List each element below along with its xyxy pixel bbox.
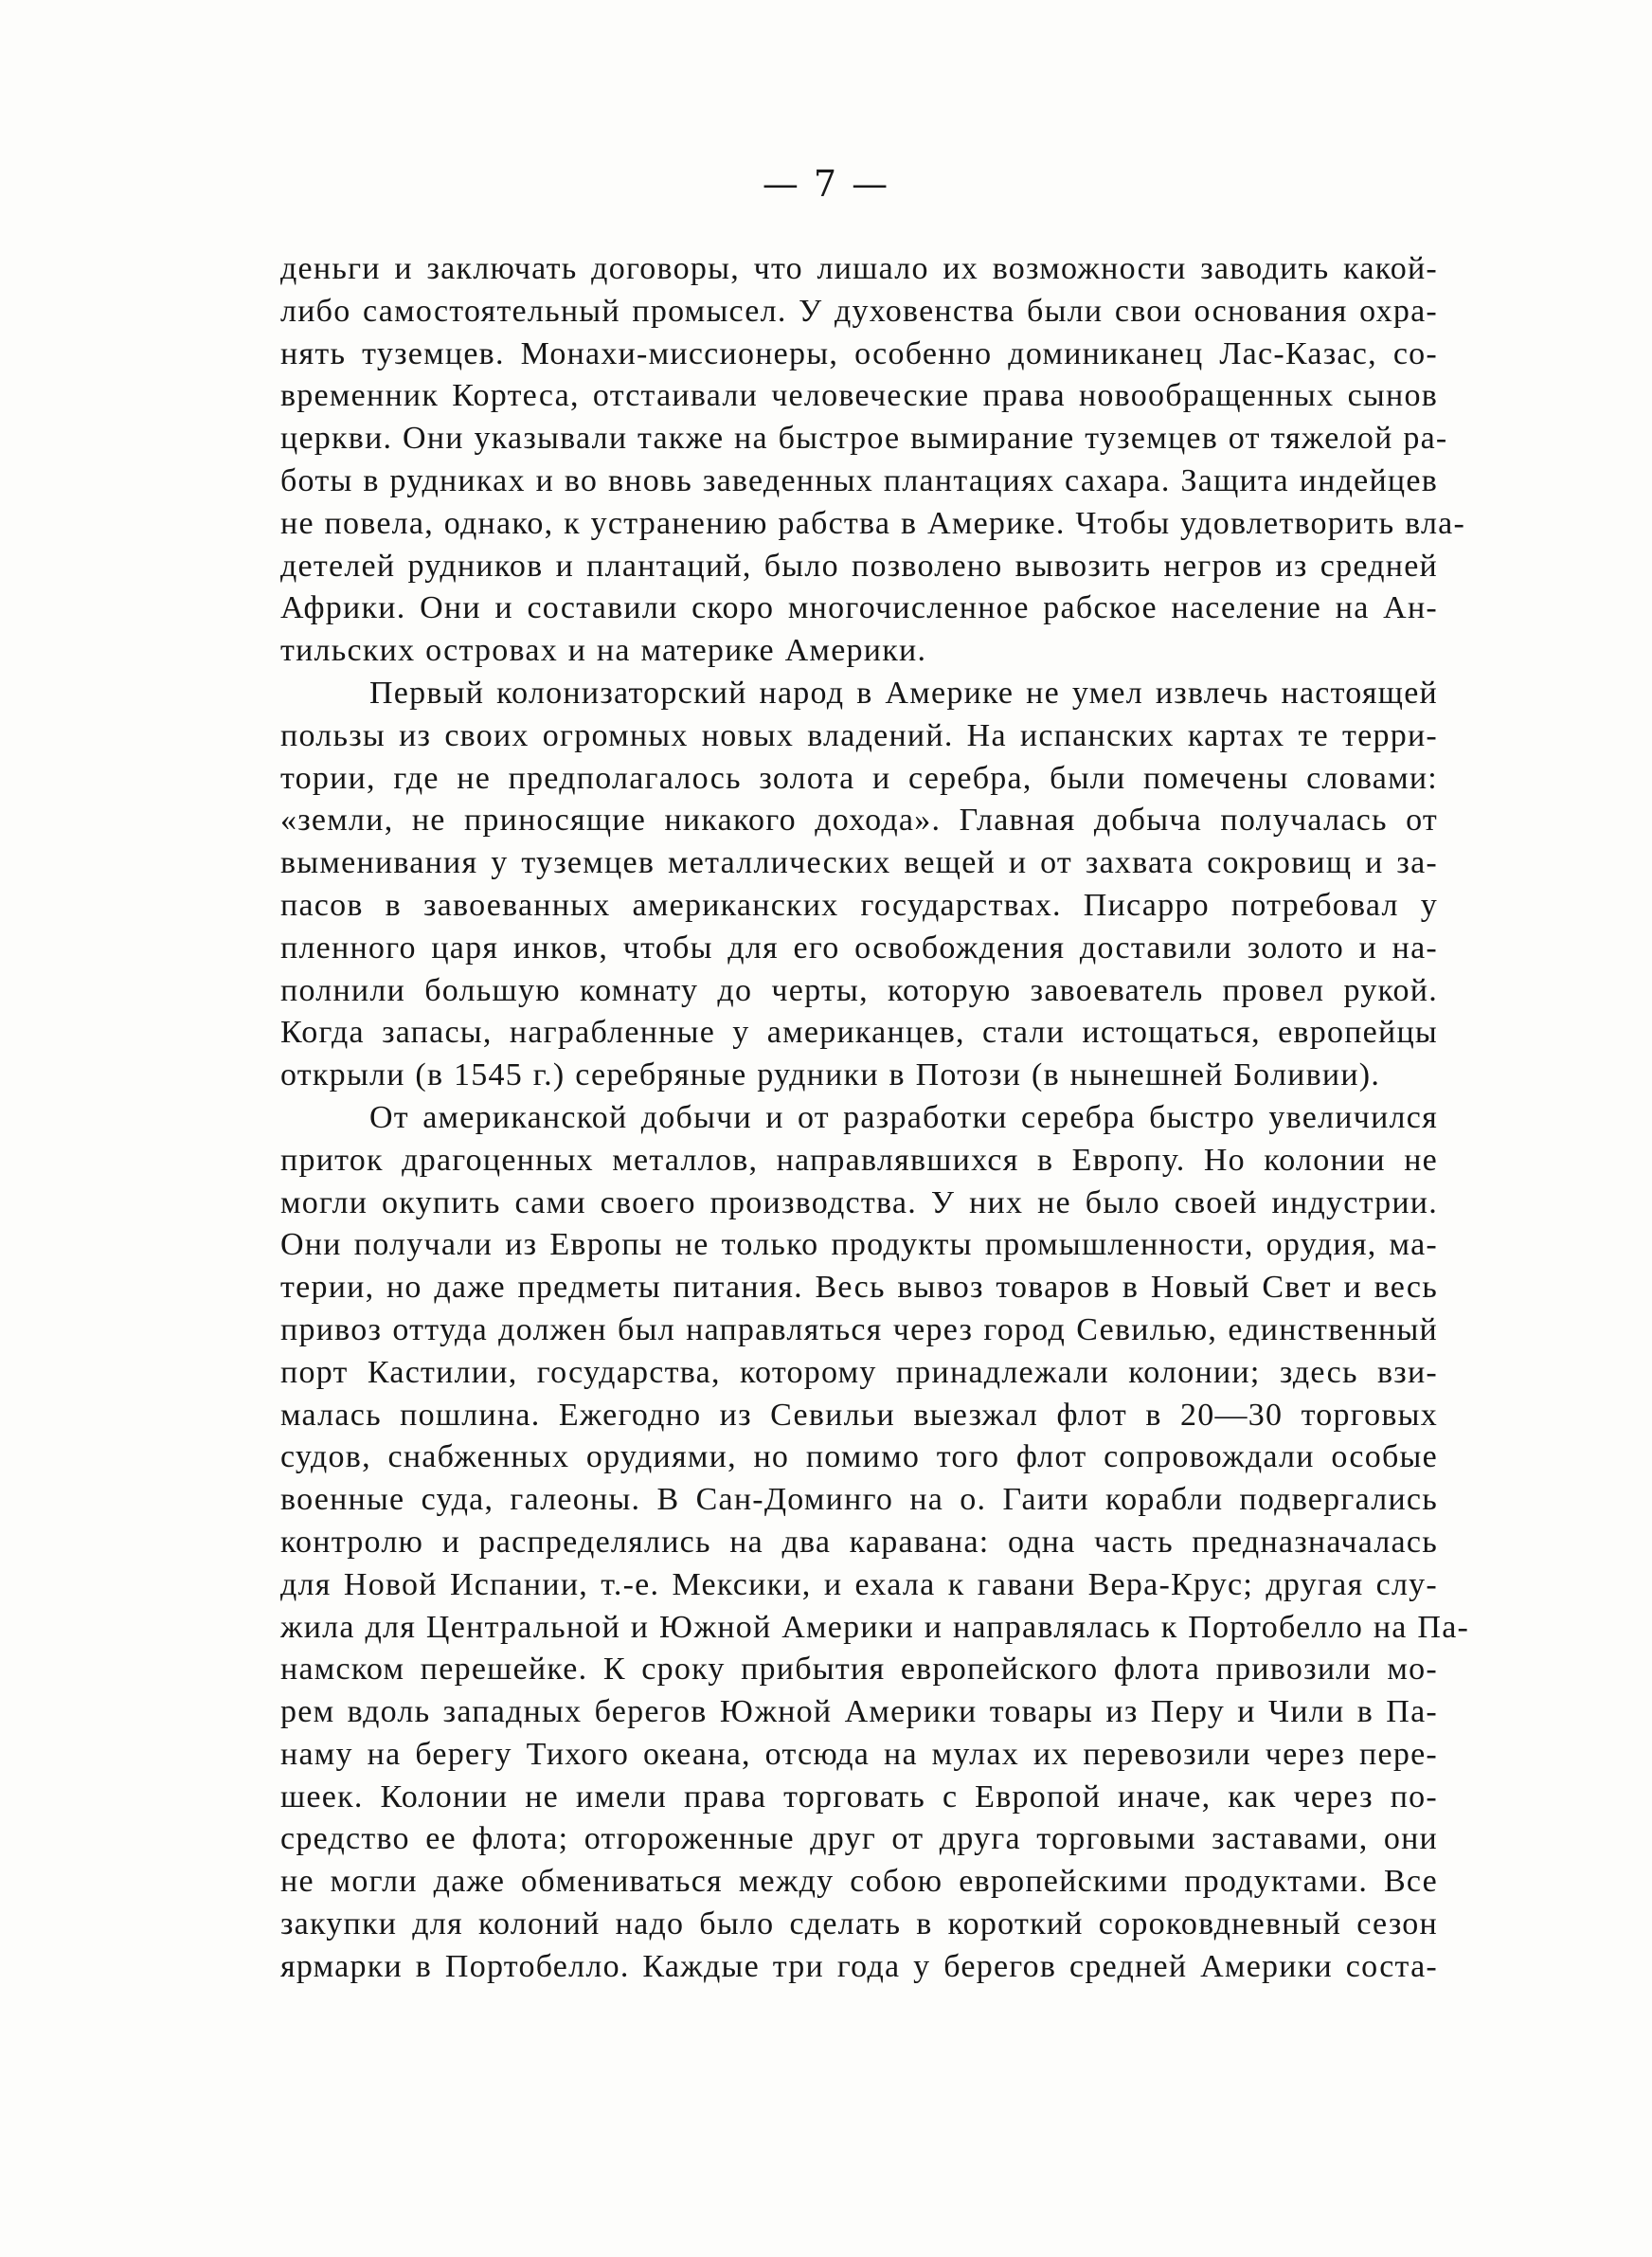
text-line: судов, снабженных орудиями, но помимо того флот сопровождали особые bbox=[280, 1439, 1438, 1475]
text-line: не повела, однако, к устранению рабства в Америке. Чтобы удовлетворить вла- bbox=[280, 505, 1466, 541]
page-number: — 7 — bbox=[762, 163, 890, 205]
text-line: не могли даже обмениваться между собою европейскими продуктами. Все bbox=[280, 1864, 1438, 1900]
text-line: средство ее флота; отгороженные друг от друга торговыми заставами, они bbox=[280, 1821, 1438, 1857]
text-line: рем вдоль западных берегов Южной Америки товары из Перу и Чили в Па- bbox=[280, 1694, 1438, 1730]
text-line: Первый колонизаторский народ в Америке не умел извлечь настоящей bbox=[369, 675, 1438, 711]
text-line: церкви. Они указывали также на быстрое вымирание туземцев от тяжелой ра- bbox=[280, 421, 1448, 457]
text-line: приток драгоценных металлов, направлявшихся в Европу. Но колонии не bbox=[280, 1142, 1438, 1178]
text-line: Когда запасы, награбленные у американцев, стали истощаться, европейцы bbox=[280, 1015, 1438, 1051]
text-line: деньги и заключать договоры, что лишало их возможности заводить какой- bbox=[280, 251, 1438, 286]
body-text bbox=[280, 248, 1470, 1989]
paragraph-3 bbox=[280, 1097, 1470, 1989]
text-line: тории, где не предполагалось золота и серебра, были помечены словами: bbox=[280, 760, 1438, 796]
text-line: военные суда, галеоны. В Сан-Доминго на о. Гаити корабли подвергались bbox=[280, 1482, 1438, 1518]
text-line: «земли, не приносящие никакого дохода». Главная добыча получалась от bbox=[280, 803, 1438, 839]
text-line: порт Кастилии, государства, которому принадлежали колонии; здесь взи- bbox=[280, 1354, 1438, 1390]
text-line: От американской добычи и от разработки серебра быстро увеличился bbox=[369, 1099, 1438, 1135]
text-line: временник Кортеса, отстаивали человеческие права новообращенных сынов bbox=[280, 378, 1438, 414]
text-line: могли окупить сами своего производства. У них не было своей индустрии. bbox=[280, 1184, 1438, 1220]
text-line: малась пошлина. Ежегодно из Севильи выезжал флот в 20—30 торговых bbox=[280, 1397, 1438, 1433]
text-line: открыли (в 1545 г.) серебряные рудники в Потози (в нынешней Боливии). bbox=[280, 1057, 1381, 1093]
text-line: тильских островах и на материке Америки. bbox=[280, 633, 927, 669]
text-line: либо самостоятельный промысел. У духовенства были свои основания охра- bbox=[280, 293, 1438, 329]
text-line: боты в рудниках и во вновь заведенных плантациях сахара. Защита индейцев bbox=[280, 462, 1438, 498]
text-line: пользы из своих огромных новых владений. На испанских картах те терри- bbox=[280, 717, 1438, 753]
paragraph-1 bbox=[280, 248, 1466, 673]
text-line: ярмарки в Портобелло. Каждые три года у берегов средней Америки соста- bbox=[280, 1948, 1438, 1984]
text-line: для Новой Испании, т.-е. Мексики, и ехала к гавани Вера-Крус; другая слу- bbox=[280, 1566, 1438, 1602]
paragraph-2 bbox=[280, 673, 1438, 1097]
text-line: привоз оттуда должен был направляться через город Севилью, единственный bbox=[280, 1311, 1438, 1347]
text-line: жила для Центральной и Южной Америки и направлялась к Портобелло на Па- bbox=[280, 1609, 1470, 1645]
text-line: пасов в завоеванных американских государствах. Писарро потребовал у bbox=[280, 887, 1438, 923]
text-line: контролю и распределялись на два каравана: одна часть предназначалась bbox=[280, 1524, 1438, 1560]
text-line: терии, но даже предметы питания. Весь вывоз товаров в Новый Свет и весь bbox=[280, 1270, 1438, 1306]
text-line: закупки для колоний надо было сделать в короткий сороковдневный сезон bbox=[280, 1906, 1438, 1942]
text-line: пленного царя инков, чтобы для его освобождения доставили золото и на- bbox=[280, 930, 1438, 966]
text-line: Они получали из Европы не только продукты промышленности, орудия, ма- bbox=[280, 1227, 1438, 1263]
text-line: детелей рудников и плантаций, было позволено вывозить негров из средней bbox=[280, 548, 1438, 584]
text-line: выменивания у туземцев металлических вещей и от захвата сокровищ и за- bbox=[280, 845, 1438, 881]
text-line: полнили большую комнату до черты, которую завоеватель провел рукой. bbox=[280, 972, 1438, 1008]
text-line: намском перешейке. К сроку прибытия европейского флота привозили мо- bbox=[280, 1652, 1438, 1688]
text-line: шеек. Колонии не имели права торговать с Европой иначе, как через по- bbox=[280, 1779, 1438, 1815]
text-line: нять туземцев. Монахи-миссионеры, особенно доминиканец Лас-Казас, со- bbox=[280, 335, 1438, 371]
text-line: наму на берегу Тихого океана, отсюда на мулах их перевозили через пере- bbox=[280, 1736, 1438, 1772]
text-line: Африки. Они и составили скоро многочисленное рабское население на Ан- bbox=[280, 590, 1438, 626]
